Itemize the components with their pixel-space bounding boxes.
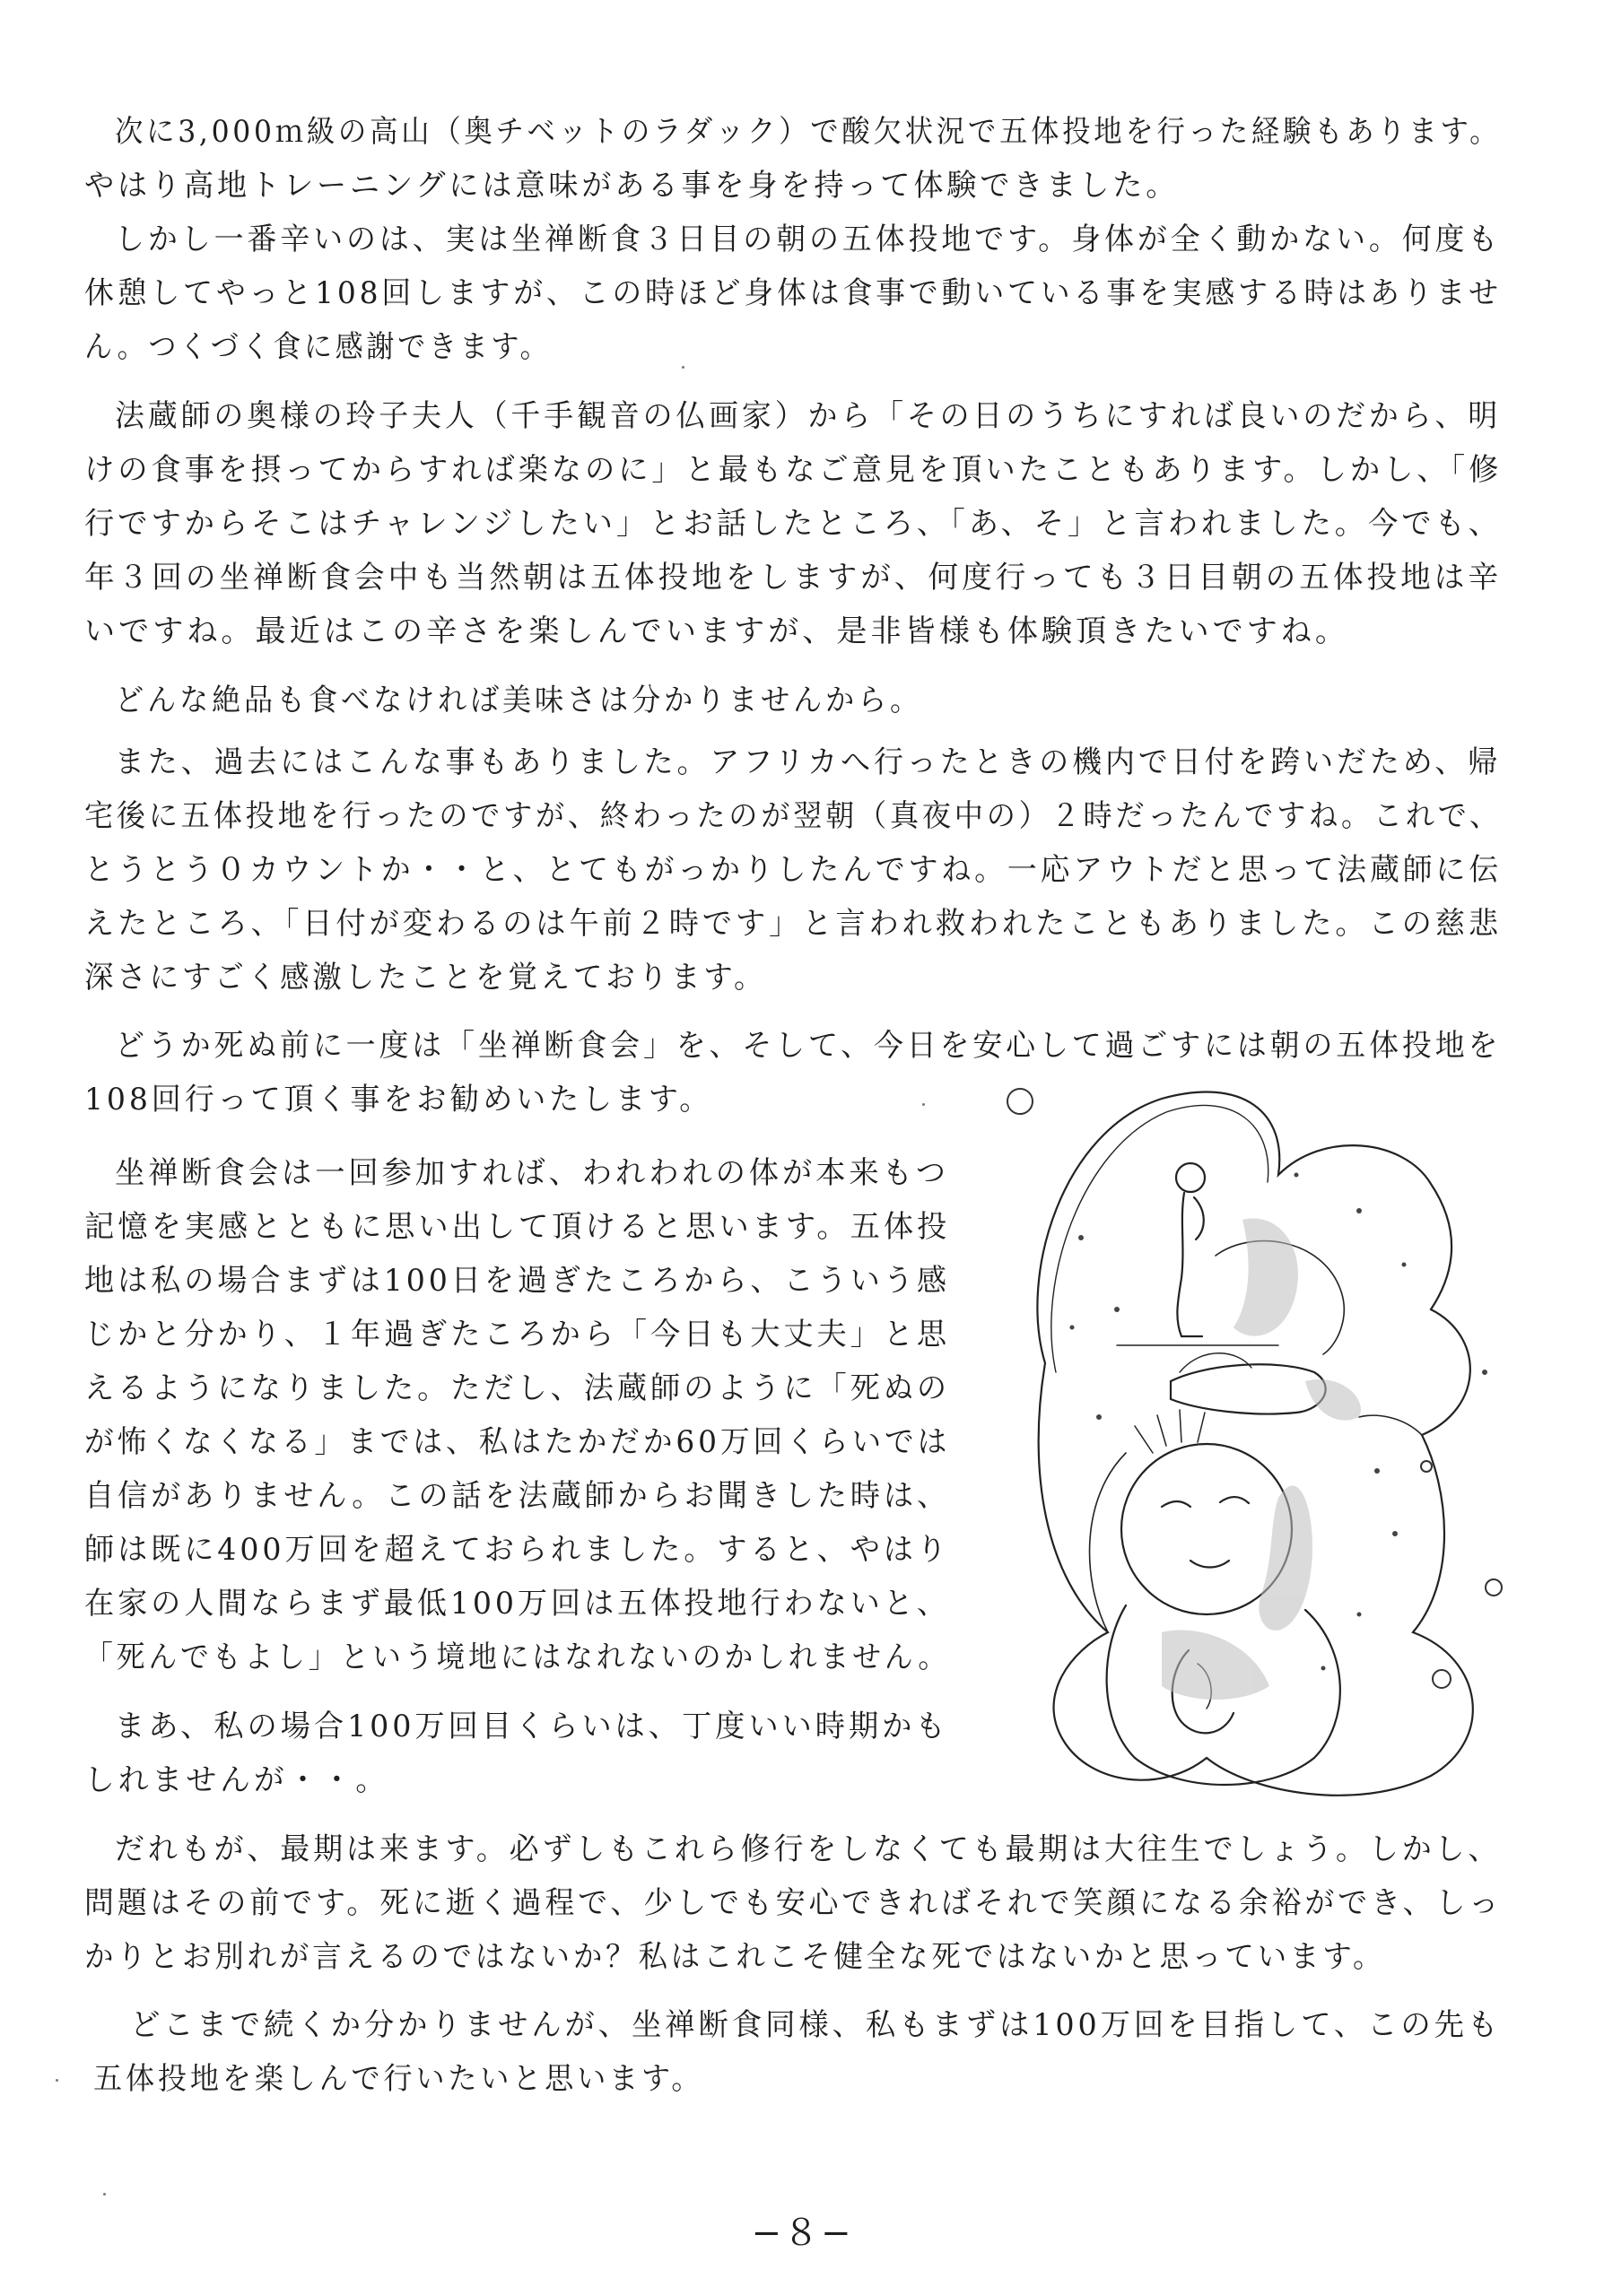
text-line: 坐禅断食会は一回参加すれば、われわれの体が本来もつ — [115, 1155, 949, 1191]
text-line: まあ、私の場合100万回目くらいは、丁度いい時期かも — [115, 1709, 949, 1744]
text-line: ん。つくづく食に感謝できます。 — [84, 329, 552, 365]
text-line: 108回行って頂く事をお勧めいたします。 — [84, 1082, 713, 1118]
text-line: 法蔵師の奥様の玲子夫人（千手観音の仏画家）から「その日のうちにすれば良いのだから、明 — [115, 398, 1501, 434]
text-line: 記憶を実感とともに思い出して頂けると思います。五体投 — [84, 1209, 951, 1245]
text-line: また、過去にはこんな事もありました。アフリカへ行ったときの機内で日付を跨いだため、帰 — [115, 744, 1501, 780]
text-line: どうか死ぬ前に一度は「坐禅断食会」を、そして、今日を安心して過ごすには朝の五体投地を — [115, 1028, 1502, 1064]
text-line: 自信がありません。この話を法蔵師からお聞きした時は、 — [84, 1478, 951, 1514]
text-line: 問題はその前です。死に逝く過程で、少しでも安心できればそれで笑顔になる余裕ができ、しっ — [84, 1885, 1503, 1921]
text-line: が怖くなくなる」までは、私はたかだか60万回くらいでは — [84, 1424, 951, 1460]
text-line: 深さにすごく感激したことを覚えております。 — [84, 960, 767, 996]
text-line: えるようになりました。ただし、法蔵師のように「死ぬの — [84, 1370, 950, 1406]
text-line: けの食事を摂ってからすれば楽なのに」と最もなご意見を頂いたこともあります。しかし、「修 — [84, 452, 1503, 488]
text-line: とうとう０カウントか・・と、とてもがっかりしたんですね。一応アウトだと思って法蔵師に伝 — [84, 852, 1502, 888]
meditating-figures-illustration — [982, 1076, 1539, 1812]
text-line: だれもが、最期は来ます。必ずしもこれら修行をしなくても最期は大往生でしょう。しかし、 — [115, 1831, 1502, 1867]
text-line: 年３回の坐禅断食会中も当然朝は五体投地をしますが、何度行っても３日目朝の五体投地は辛 — [84, 560, 1502, 596]
text-line: 次に3,000ｍ級の高山（奥チベットのラダック）で酸欠状況で五体投地を行った経験もあります。 — [115, 114, 1502, 150]
text-line: かりとお別れが言えるのではないか？私はこれこそ健全な死ではないかと思っています。 — [84, 1939, 1386, 1975]
text-line: やはり高地トレーニングには意味がある事を身を持って体験できました。 — [84, 168, 1180, 204]
text-line: 休憩してやっと108回しますが、この時ほど身体は食事で動いている事を実感する時はありませ — [84, 275, 1502, 311]
text-line: 「死んでもよし」という境地にはなれないのかしれません。 — [84, 1639, 951, 1675]
text-line: 宅後に五体投地を行ったのですが、終わったのが翌朝（真夜中の）２時だったんですね。これで、 — [84, 798, 1502, 834]
text-line: えたところ、「日付が変わるのは午前２時です」と言われ救われたこともありました。この慈悲 — [84, 906, 1502, 942]
text-line: じかと分かり、１年過ぎたころから「今日も大丈夫」と思 — [84, 1317, 950, 1352]
text-line: しかし一番辛いのは、実は坐禅断食３日目の朝の五体投地です。身体が全く動かない。何度も — [115, 222, 1502, 257]
text-line: 五体投地を楽しんで行いたいと思います。 — [93, 2061, 704, 2097]
text-line: 地は私の場合まずは100日を過ぎたころから、こういう感 — [84, 1263, 950, 1299]
text-line: いですね。最近はこの辛さを楽しんでいますが、是非皆様も体験頂きたいですね。 — [84, 613, 1349, 649]
text-line: 在家の人間ならまず最低100万回は五体投地行わないと、 — [84, 1586, 950, 1622]
page-number: −８− — [751, 2213, 853, 2254]
text-line: どこまで続くか分かりませんが、坐禅断食同様、私もまずは100万回を目指して、この先も — [130, 2007, 1502, 2043]
text-line: しれませんが・・。 — [84, 1762, 389, 1798]
text-line: 行ですからそこはチャレンジしたい」とお話したところ、「あ、そ」と言われました。今でも、 — [84, 506, 1502, 542]
text-line: どんな絶品も食べなければ美味さは分かりませんから。 — [115, 683, 922, 718]
text-line: 師は既に400万回を超えておられました。すると、やはり — [84, 1532, 950, 1568]
